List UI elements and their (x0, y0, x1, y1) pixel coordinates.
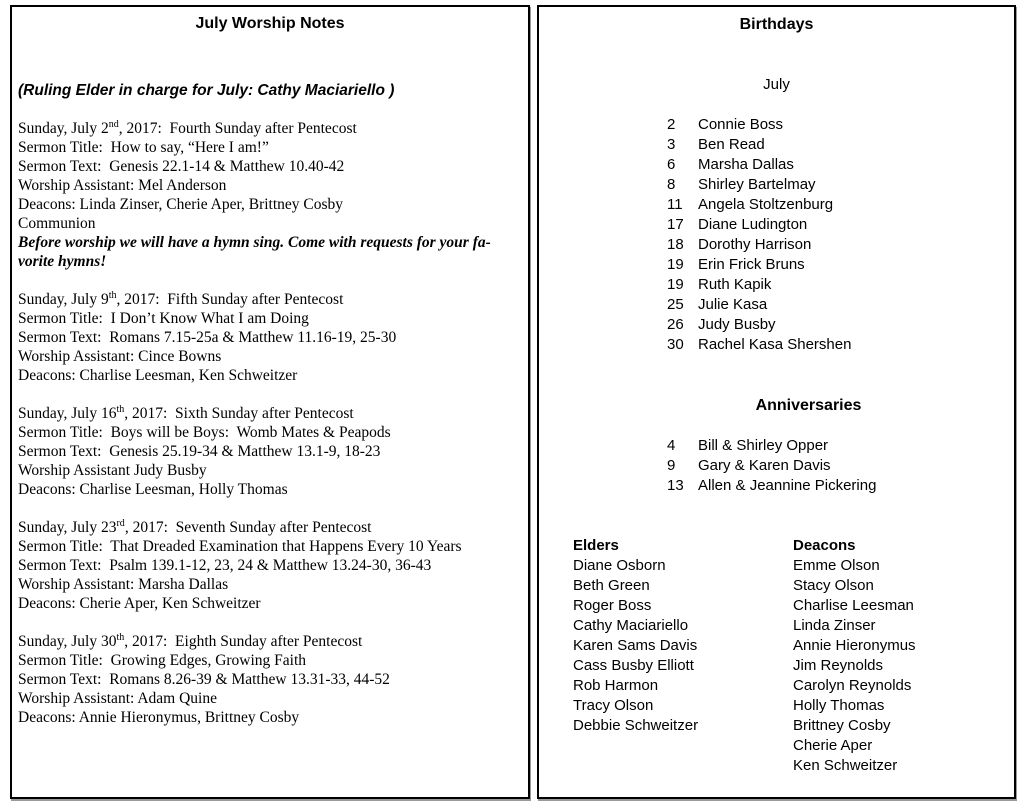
deacon-name: Charlise Leesman (793, 597, 914, 614)
date-suffix: , 2017: Sixth Sunday after Pentecost (124, 405, 354, 422)
worship-notes-panel (10, 5, 530, 799)
entry-date-line (18, 404, 522, 423)
worship-entry-july-2 (18, 119, 522, 271)
deacons-line: Deacons: Cherie Aper, Ken Schweitzer (18, 595, 261, 612)
sermon-title-line: Sermon Title: Growing Edges, Growing Faith (18, 652, 307, 669)
worship-entry-july-30 (18, 632, 522, 727)
deacon-name: Cherie Aper (793, 737, 873, 754)
elders-heading: Elders (573, 537, 619, 554)
birthday-row (667, 115, 1014, 135)
birthdays-month-label: July (763, 76, 790, 93)
deacons-line: Deacons: Annie Hieronymus, Brittney Cosby (18, 709, 300, 726)
birthday-name: Rachel Kasa Shershen (698, 336, 852, 353)
birthday-day: 8 (667, 176, 676, 193)
date-prefix: Sunday, July 2 (18, 120, 109, 137)
birthday-name: Diane Ludington (698, 216, 808, 233)
date-suffix: , 2017: Fourth Sunday after Pentecost (118, 120, 357, 137)
sermon-text-line: Sermon Text: Psalm 139.1-12, 23, 24 & Matthew 13.24-30, 36-43 (18, 557, 432, 574)
worship-entry-july-16 (18, 404, 522, 499)
date-ordinal-superscript: th (116, 631, 125, 643)
birthday-name: Dorothy Harrison (698, 236, 812, 253)
deacons-column (793, 536, 916, 776)
date-suffix: , 2017: Seventh Sunday after Pentecost (124, 519, 372, 536)
birthday-row (667, 275, 1014, 295)
sermon-text-line: Sermon Text: Romans 8.26-39 & Matthew 13.31-33, 44-52 (18, 671, 390, 688)
birthday-name: Judy Busby (698, 316, 776, 333)
sermon-title-line: Sermon Title: That Dreaded Examination that Happens Every 10 Years (18, 538, 462, 555)
birthday-day: 25 (667, 296, 684, 313)
birthday-name: Julie Kasa (698, 296, 768, 313)
birthday-day: 6 (667, 156, 676, 173)
ruling-elder-note: (Ruling Elder in charge for July: Cathy Maciariello ) (18, 82, 395, 99)
birthday-day: 3 (667, 136, 676, 153)
anniversary-day: 9 (667, 457, 676, 474)
worship-assistant-line: Worship Assistant Judy Busby (18, 462, 207, 479)
deacon-name: Brittney Cosby (793, 717, 891, 734)
date-prefix: Sunday, July 30 (18, 633, 117, 650)
elder-name: Rob Harmon (573, 677, 659, 694)
sermon-text-line: Sermon Text: Genesis 25.19-34 & Matthew 13.1-9, 18-23 (18, 443, 381, 460)
anniversary-row (667, 456, 1014, 476)
birthday-row (667, 335, 1014, 355)
birthday-day: 17 (667, 216, 684, 233)
elder-name: Beth Green (573, 577, 650, 594)
worship-notes-title: July Worship Notes (195, 15, 345, 32)
birthday-name: Connie Boss (698, 116, 784, 133)
deacons-heading: Deacons (793, 537, 856, 554)
birthday-name: Marsha Dallas (698, 156, 794, 173)
birthday-row (667, 215, 1014, 235)
date-suffix: , 2017: Fifth Sunday after Pentecost (116, 291, 344, 308)
deacon-name: Jim Reynolds (793, 657, 884, 674)
worship-assistant-line: Worship Assistant: Marsha Dallas (18, 576, 229, 593)
birthday-row (667, 235, 1014, 255)
deacons-line: Deacons: Charlise Leesman, Ken Schweitzer (18, 367, 298, 384)
elder-name: Debbie Schweitzer (573, 717, 699, 734)
date-prefix: Sunday, July 23 (18, 519, 117, 536)
hymn-sing-note-line-2: vorite hymns! (18, 253, 107, 270)
date-ordinal-superscript: th (108, 289, 117, 301)
birthdays-list (539, 115, 1014, 355)
anniversaries-title: Anniversaries (755, 397, 862, 414)
elder-name: Roger Boss (573, 597, 652, 614)
birthdays-panel (537, 5, 1016, 799)
deacon-name: Ken Schweitzer (793, 757, 898, 774)
worship-entry-july-23 (18, 518, 522, 613)
deacons-line: Deacons: Linda Zinser, Cherie Aper, Brittney Cosby (18, 196, 344, 213)
elder-name: Cass Busby Elliott (573, 657, 694, 674)
communion-line: Communion (18, 215, 96, 232)
worship-assistant-line: Worship Assistant: Mel Anderson (18, 177, 227, 194)
elder-name: Cathy Maciariello (573, 617, 689, 634)
sermon-title-line: Sermon Title: Boys will be Boys: Womb Mates & Peapods (18, 424, 391, 441)
birthday-name: Erin Frick Bruns (698, 256, 805, 273)
birthday-name: Ruth Kapik (698, 276, 772, 293)
deacon-name: Carolyn Reynolds (793, 677, 912, 694)
anniversary-name: Gary & Karen Davis (698, 457, 831, 474)
birthday-day: 26 (667, 316, 684, 333)
date-ordinal-superscript: th (116, 403, 125, 415)
birthday-name: Ben Read (698, 136, 765, 153)
elder-name: Karen Sams Davis (573, 637, 698, 654)
officers-section (539, 536, 1014, 776)
anniversary-name: Allen & Jeannine Pickering (698, 477, 877, 494)
hymn-sing-note-line-1: Before worship we will have a hymn sing. Come with requests for your fa- (18, 234, 491, 251)
birthday-row (667, 155, 1014, 175)
birthdays-title: Birthdays (739, 16, 814, 33)
birthday-day: 19 (667, 276, 684, 293)
birthday-day: 11 (667, 196, 683, 213)
birthday-name: Angela Stoltzenburg (698, 196, 834, 213)
deacon-name: Emme Olson (793, 557, 880, 574)
deacon-name: Linda Zinser (793, 617, 876, 634)
birthday-row (667, 195, 1014, 215)
deacon-name: Stacy Olson (793, 577, 874, 594)
entry-date-line (18, 518, 522, 537)
anniversary-name: Bill & Shirley Opper (698, 437, 829, 454)
entry-date-line (18, 290, 522, 309)
birthday-row (667, 295, 1014, 315)
elder-name: Diane Osborn (573, 557, 666, 574)
date-ordinal-superscript: rd (116, 517, 125, 529)
birthday-name: Shirley Bartelmay (698, 176, 816, 193)
anniversary-day: 13 (667, 477, 684, 494)
entry-date-line (18, 119, 522, 138)
date-ordinal-superscript: nd (108, 118, 119, 130)
anniversary-row (667, 436, 1014, 456)
sermon-title-line: Sermon Title: How to say, “Here I am!” (18, 139, 269, 156)
entry-date-line (18, 632, 522, 651)
elders-column (573, 536, 793, 776)
birthday-row (667, 315, 1014, 335)
birthday-day: 2 (667, 116, 676, 133)
elder-name: Tracy Olson (573, 697, 654, 714)
anniversary-row (667, 476, 1014, 496)
worship-entry-july-9 (18, 290, 522, 385)
birthday-day: 19 (667, 256, 684, 273)
anniversary-day: 4 (667, 437, 676, 454)
worship-assistant-line: Worship Assistant: Cince Bowns (18, 348, 222, 365)
worship-assistant-line: Worship Assistant: Adam Quine (18, 690, 217, 707)
birthday-day: 18 (667, 236, 684, 253)
birthday-row (667, 255, 1014, 275)
anniversaries-list (539, 436, 1014, 496)
date-prefix: Sunday, July 9 (18, 291, 109, 308)
date-prefix: Sunday, July 16 (18, 405, 117, 422)
deacon-name: Annie Hieronymus (793, 637, 916, 654)
birthday-day: 30 (667, 336, 684, 353)
birthday-row (667, 135, 1014, 155)
date-suffix: , 2017: Eighth Sunday after Pentecost (124, 633, 363, 650)
sermon-text-line: Sermon Text: Genesis 22.1-14 & Matthew 10.40-42 (18, 158, 345, 175)
deacons-line: Deacons: Charlise Leesman, Holly Thomas (18, 481, 288, 498)
sermon-text-line: Sermon Text: Romans 7.15-25a & Matthew 11.16-19, 25-30 (18, 329, 397, 346)
deacon-name: Holly Thomas (793, 697, 885, 714)
sermon-title-line: Sermon Title: I Don’t Know What I am Doing (18, 310, 309, 327)
birthday-row (667, 175, 1014, 195)
